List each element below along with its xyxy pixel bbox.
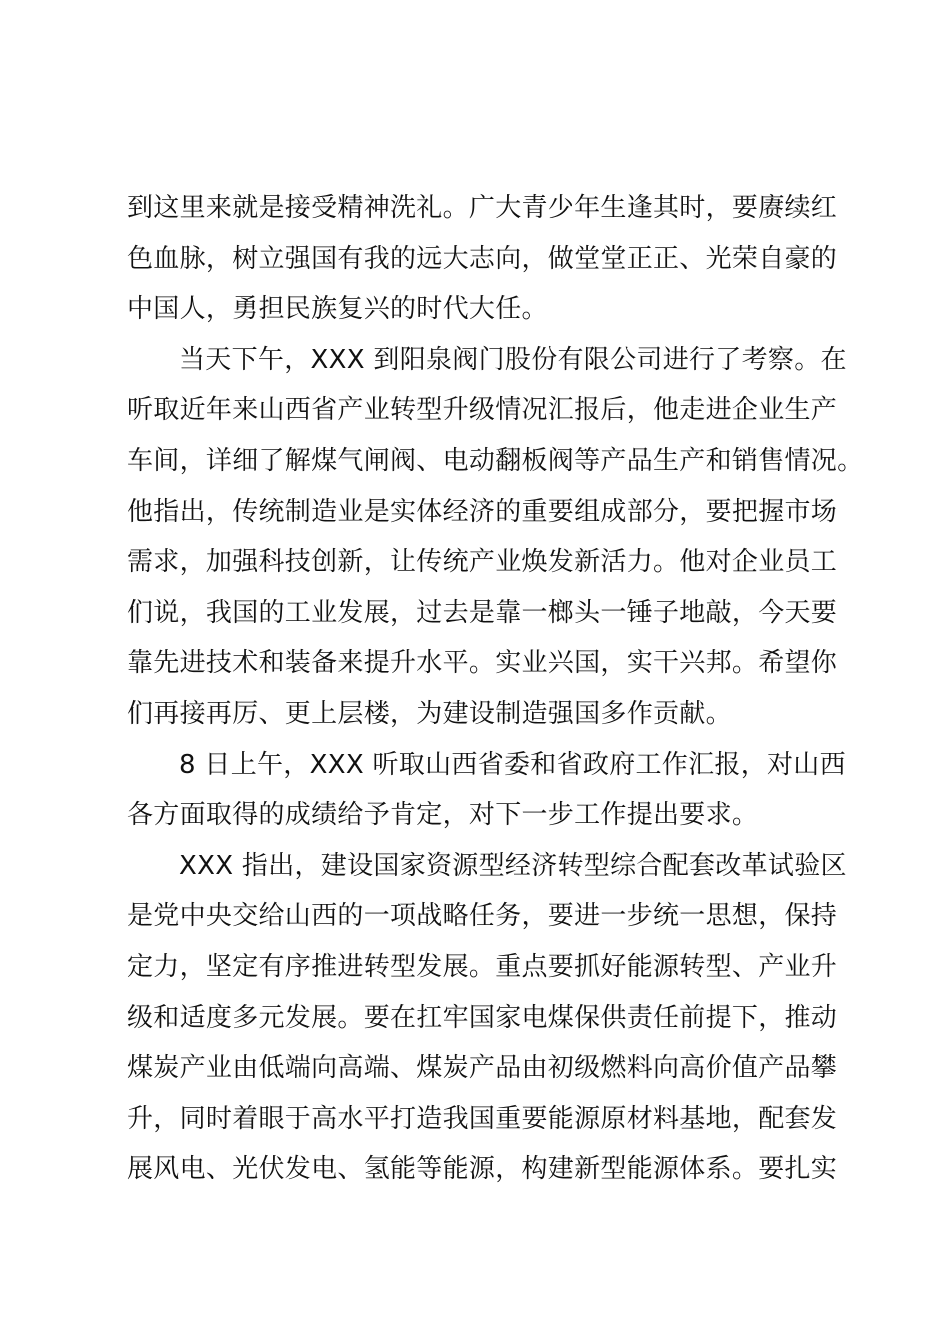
text-line: 色血脉，树立强国有我的远大志向，做堂堂正正、光荣自豪的 (127, 243, 838, 274)
text-line: 到这里来就是接受精神洗礼。广大青少年生逢其时，要赓续红 (127, 193, 838, 223)
text-line: 需求，加强科技创新，让传统产业焕发新活力。他对企业员工 (127, 547, 838, 578)
text-line: 他指出，传统制造业是实体经济的重要组成部分，要把握市场 (127, 496, 838, 527)
text-line: 们再接再厉、更上层楼，为建设制造强国多作贡献。 (127, 698, 732, 729)
text-line: 定力，坚定有序推进转型发展。重点要抓好能源转型、产业升 (127, 951, 838, 982)
text-line: 们说，我国的工业发展，过去是靠一榔头一锤子地敲，今天要 (127, 597, 838, 628)
text-line: 听取近年来山西省产业转型升级情况汇报后，他走进企业生产 (127, 395, 838, 426)
paragraph-start-line: XXX 指出，建设国家资源型经济转型综合配套改革试验区 (179, 850, 847, 881)
text-line: 升，同时着眼于高水平打造我国重要能源原材料基地，配套发 (127, 1103, 838, 1134)
text-line: 级和适度多元发展。要在扛牢国家电煤保供责任前提下，推动 (127, 1002, 838, 1033)
text-line: 中国人，勇担民族复兴的时代大任。 (127, 294, 548, 325)
text-line: 是党中央交给山西的一项战略任务，要进一步统一思想，保持 (127, 901, 838, 932)
text-line: 靠先进技术和装备来提升水平。实业兴国，实干兴邦。希望你 (127, 648, 838, 679)
body-text (127, 183, 864, 1195)
paragraph-start-line: 8 日上午，XXX 听取山西省委和省政府工作汇报，对山西 (179, 749, 846, 780)
paragraph-start-line: 当天下午，XXX 到阳泉阀门股份有限公司进行了考察。在 (179, 344, 847, 375)
text-line: 各方面取得的成绩给予肯定，对下一步工作提出要求。 (127, 800, 759, 831)
text-line: 车间，详细了解煤气闸阀、电动翻板阀等产品生产和销售情况。 (127, 445, 864, 476)
text-line: 展风电、光伏发电、氢能等能源，构建新型能源体系。要扎实 (127, 1154, 838, 1185)
text-line: 煤炭产业由低端向高端、煤炭产品由初级燃料向高价值产品攀 (127, 1053, 838, 1084)
